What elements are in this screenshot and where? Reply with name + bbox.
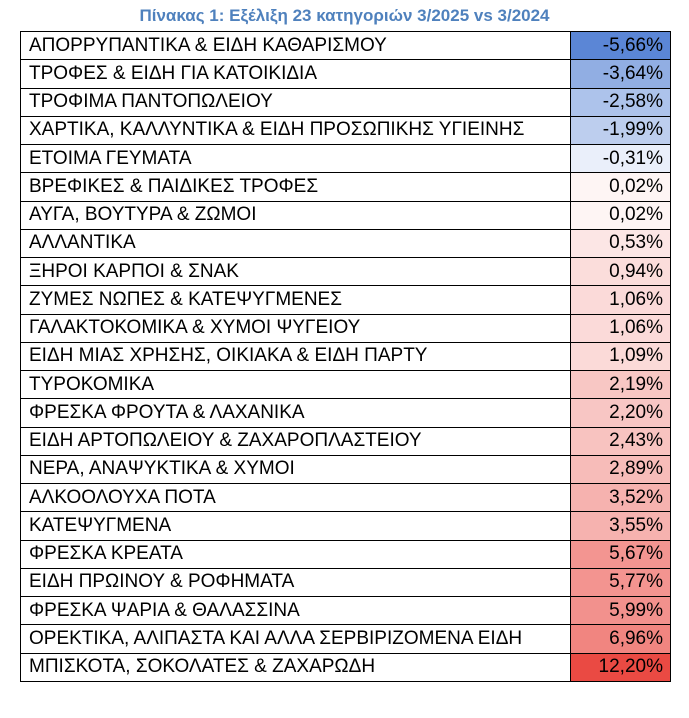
value-cell: 6,96% — [571, 625, 671, 653]
table-row — [21, 173, 671, 201]
category-cell: ΦΡΕΣΚΑ ΦΡΟΥΤΑ & ΛΑΧΑΝΙΚΑ — [21, 399, 571, 427]
value-cell: 2,89% — [571, 455, 671, 483]
value-cell: 5,77% — [571, 568, 671, 596]
value-cell: 2,20% — [571, 399, 671, 427]
value-cell: 1,06% — [571, 286, 671, 314]
table-row — [21, 229, 671, 257]
category-cell: ΓΑΛΑΚΤΟΚΟΜΙΚΑ & ΧΥΜΟΙ ΨΥΓΕΙΟΥ — [21, 314, 571, 342]
category-table — [20, 31, 671, 682]
table-title: Πίνακας 1: Εξέλιξη 23 κατηγοριών 3/2025 vs 3/2024 — [139, 6, 550, 25]
table-row — [21, 653, 671, 681]
category-cell: ΟΡΕΚΤΙΚΑ, ΑΛΙΠΑΣΤΑ ΚΑΙ ΑΛΛΑ ΣΕΡΒΙΡΙΖΟΜΕΝΑ ΕΙΔΗ — [21, 625, 571, 653]
category-cell: ΜΠΙΣΚΟΤΑ, ΣΟΚΟΛΑΤΕΣ & ΖΑΧΑΡΩΔΗ — [21, 653, 571, 681]
category-cell: ΤΥΡΟΚΟΜΙΚΑ — [21, 371, 571, 399]
category-cell: ΤΡΟΦΕΣ & ΕΙΔΗ ΓΙΑ ΚΑΤΟΙΚΙΔΙΑ — [21, 60, 571, 88]
table-row — [21, 88, 671, 116]
value-cell: 0,02% — [571, 173, 671, 201]
value-cell: 0,94% — [571, 258, 671, 286]
table-row — [21, 568, 671, 596]
category-cell: ΦΡΕΣΚΑ ΨΑΡΙΑ & ΘΑΛΑΣΣΙΝΑ — [21, 597, 571, 625]
table-row — [21, 286, 671, 314]
category-cell: ΝΕΡΑ, ΑΝΑΨΥΚΤΙΚΑ & ΧΥΜΟΙ — [21, 455, 571, 483]
table-row — [21, 314, 671, 342]
table-row — [21, 145, 671, 173]
table-row — [21, 512, 671, 540]
table-row — [21, 484, 671, 512]
value-cell: 3,55% — [571, 512, 671, 540]
category-cell: ΧΑΡΤΙΚΑ, ΚΑΛΛΥΝΤΙΚΑ & ΕΙΔΗ ΠΡΟΣΩΠΙΚΗΣ ΥΓΙΕΙΝΗΣ — [21, 116, 571, 144]
value-cell: 1,09% — [571, 342, 671, 370]
value-cell: -3,64% — [571, 60, 671, 88]
category-cell: ΕΙΔΗ ΑΡΤΟΠΩΛΕΙΟΥ & ΖΑΧΑΡΟΠΛΑΣΤΕΙΟΥ — [21, 427, 571, 455]
value-cell: -5,66% — [571, 32, 671, 60]
table-row — [21, 455, 671, 483]
value-cell: 0,02% — [571, 201, 671, 229]
category-cell: ΤΡΟΦΙΜΑ ΠΑΝΤΟΠΩΛΕΙΟΥ — [21, 88, 571, 116]
category-cell: ΑΛΛΑΝΤΙΚΑ — [21, 229, 571, 257]
category-cell: ΞΗΡΟΙ ΚΑΡΠΟΙ & ΣΝΑΚ — [21, 258, 571, 286]
category-cell: ΑΠΟΡΡΥΠΑΝΤΙΚΑ & ΕΙΔΗ ΚΑΘΑΡΙΣΜΟΥ — [21, 32, 571, 60]
value-cell: -1,99% — [571, 116, 671, 144]
table-row — [21, 399, 671, 427]
table-row — [21, 258, 671, 286]
category-cell: ΑΛΚΟΟΛΟΥΧΑ ΠΟΤΑ — [21, 484, 571, 512]
category-cell: ΖΥΜΕΣ ΝΩΠΕΣ & ΚΑΤΕΨΥΓΜΕΝΕΣ — [21, 286, 571, 314]
category-cell: ΑΥΓΑ, ΒΟΥΤΥΡΑ & ΖΩΜΟΙ — [21, 201, 571, 229]
table-row — [21, 371, 671, 399]
category-cell: ΦΡΕΣΚΑ ΚΡΕΑΤΑ — [21, 540, 571, 568]
value-cell: 2,19% — [571, 371, 671, 399]
category-cell: ΕΙΔΗ ΠΡΩΙΝΟΥ & ΡΟΦΗΜΑΤΑ — [21, 568, 571, 596]
value-cell: 0,53% — [571, 229, 671, 257]
table-row — [21, 342, 671, 370]
value-cell: 12,20% — [571, 653, 671, 681]
value-cell: 1,06% — [571, 314, 671, 342]
value-cell: 5,99% — [571, 597, 671, 625]
category-cell: ΕΤΟΙΜΑ ΓΕΥΜΑΤΑ — [21, 145, 571, 173]
table-row — [21, 201, 671, 229]
value-cell: -0,31% — [571, 145, 671, 173]
category-cell: ΚΑΤΕΨΥΓΜΕΝΑ — [21, 512, 571, 540]
table-row — [21, 625, 671, 653]
table-row — [21, 540, 671, 568]
value-cell: -2,58% — [571, 88, 671, 116]
table-body — [21, 32, 671, 682]
value-cell: 5,67% — [571, 540, 671, 568]
table-row — [21, 427, 671, 455]
table-row — [21, 60, 671, 88]
category-cell: ΕΙΔΗ ΜΙΑΣ ΧΡΗΣΗΣ, ΟΙΚΙΑΚΑ & ΕΙΔΗ ΠΑΡΤΥ — [21, 342, 571, 370]
table-row — [21, 32, 671, 60]
table-row — [21, 597, 671, 625]
value-cell: 3,52% — [571, 484, 671, 512]
value-cell: 2,43% — [571, 427, 671, 455]
category-cell: ΒΡΕΦΙΚΕΣ & ΠΑΙΔΙΚΕΣ ΤΡΟΦΕΣ — [21, 173, 571, 201]
table-row — [21, 116, 671, 144]
